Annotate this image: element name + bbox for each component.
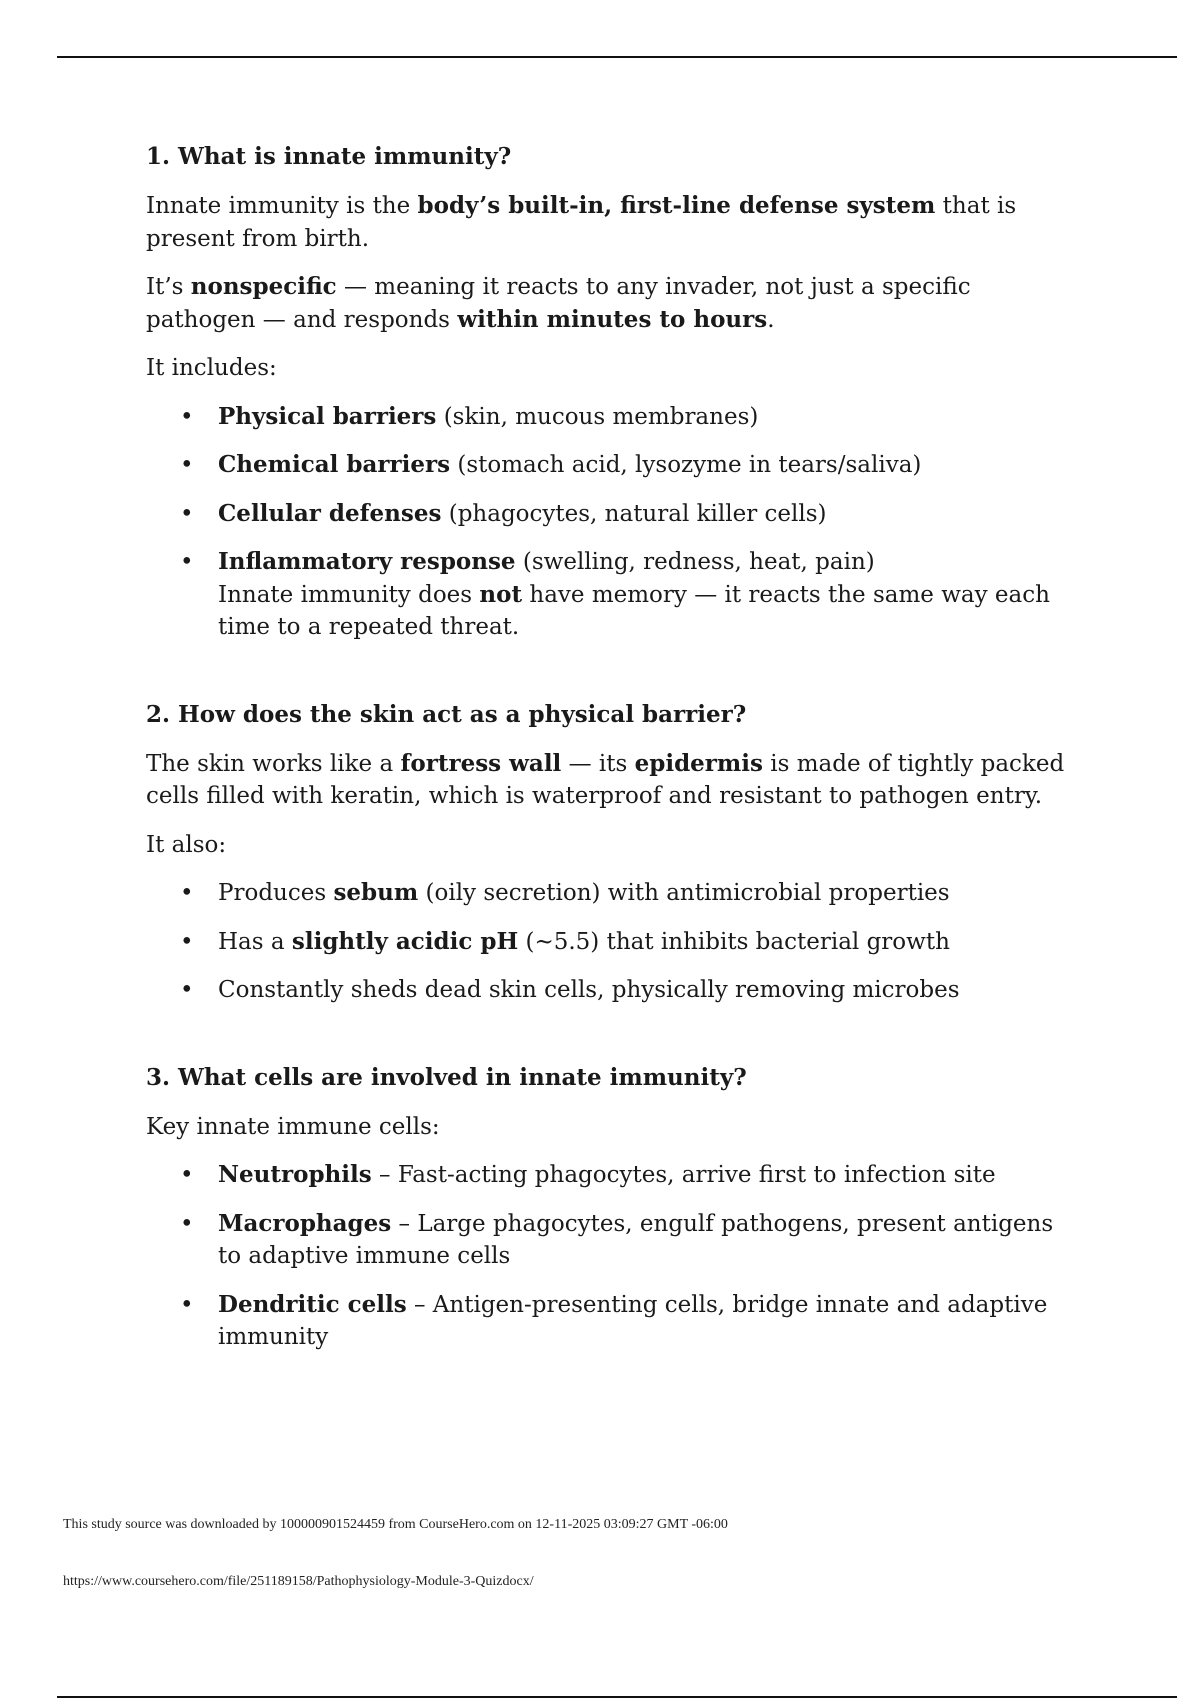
bullet-icon: • — [180, 549, 194, 575]
question-2-title: 2. How does the skin act as a physical barrier? — [146, 700, 747, 728]
bullet-icon: • — [180, 1210, 194, 1237]
bullet-icon: • — [180, 977, 194, 1003]
question-3-title: 3. What cells are involved in innate immunity? — [146, 1063, 747, 1091]
list-item: • Has a slightly acidic pH (~5.5) that inhibits bacterial growth — [146, 926, 1076, 959]
question-1-title: 1. What is innate immunity? — [146, 143, 512, 170]
list-item: • Produces sebum (oily secretion) with antimicrobial properties — [146, 877, 1076, 910]
q1-list — [146, 401, 1076, 644]
q1-paragraph-1: Innate immunity is the body’s built-in, first-line defense system that is present from birth. — [146, 192, 1017, 252]
memory-note: Innate immunity does not have memory — it reacts the same way each time to a repeated threat. — [218, 580, 1050, 640]
q1-paragraph-2: It’s nonspecific — meaning it reacts to any invader, not just a specific pathogen — and responds within minutes to hours. — [146, 273, 971, 333]
q3-paragraph-1: Key innate immune cells: — [146, 1113, 440, 1140]
source-footer: This study source was downloaded by 100000901524459 from CourseHero.com on 12-11-2025 03:09:27 GMT -06:00 — [63, 1517, 728, 1532]
bullet-icon: • — [180, 403, 194, 430]
list-item: • Inflammatory response (swelling, redness, heat, pain) Innate immunity does not have memory — it reacts the same way each time to a repeated threat. — [180, 548, 1050, 640]
q3-list — [146, 1159, 1076, 1354]
section-innate-immunity — [146, 140, 1076, 644]
top-rule — [57, 56, 1177, 58]
list-item: • Cellular defenses (phagocytes, natural killer cells) — [146, 498, 1076, 531]
bullet-icon: • — [180, 928, 194, 955]
source-url[interactable]: https://www.coursehero.com/file/251189158/Pathophysiology-Module-3-Quizdocx/ — [63, 1574, 534, 1589]
bullet-icon: • — [180, 1291, 194, 1318]
bullet-icon: • — [180, 1162, 194, 1188]
document-body — [146, 140, 1076, 1408]
bullet-icon: • — [180, 880, 194, 906]
section-skin-barrier — [146, 698, 1076, 1007]
bullet-icon: • — [180, 452, 194, 478]
list-item: • Physical barriers (skin, mucous membranes) — [146, 401, 1076, 434]
q1-paragraph-3: It includes: — [146, 355, 277, 381]
q2-paragraph-2: It also: — [146, 831, 227, 858]
list-item: • Dendritic cells – Antigen-presenting cells, bridge innate and adaptive immunity — [180, 1290, 1048, 1350]
list-item: • Macrophages – Large phagocytes, engulf pathogens, present antigens to adaptive immune cells — [180, 1209, 1054, 1269]
bullet-icon: • — [180, 500, 194, 527]
bottom-rule — [57, 1696, 1177, 1698]
list-item: • Neutrophils – Fast-acting phagocytes, arrive first to infection site — [146, 1159, 1076, 1192]
list-item: • Constantly sheds dead skin cells, physically removing microbes — [146, 974, 1076, 1007]
section-innate-cells — [146, 1061, 1076, 1354]
list-item: • Chemical barriers (stomach acid, lysozyme in tears/saliva) — [146, 449, 1076, 482]
q2-paragraph-1: The skin works like a fortress wall — its epidermis is made of tightly packed cells filled with keratin, which is waterproof and resistant to pathogen entry. — [146, 749, 1065, 809]
q2-list — [146, 877, 1076, 1007]
